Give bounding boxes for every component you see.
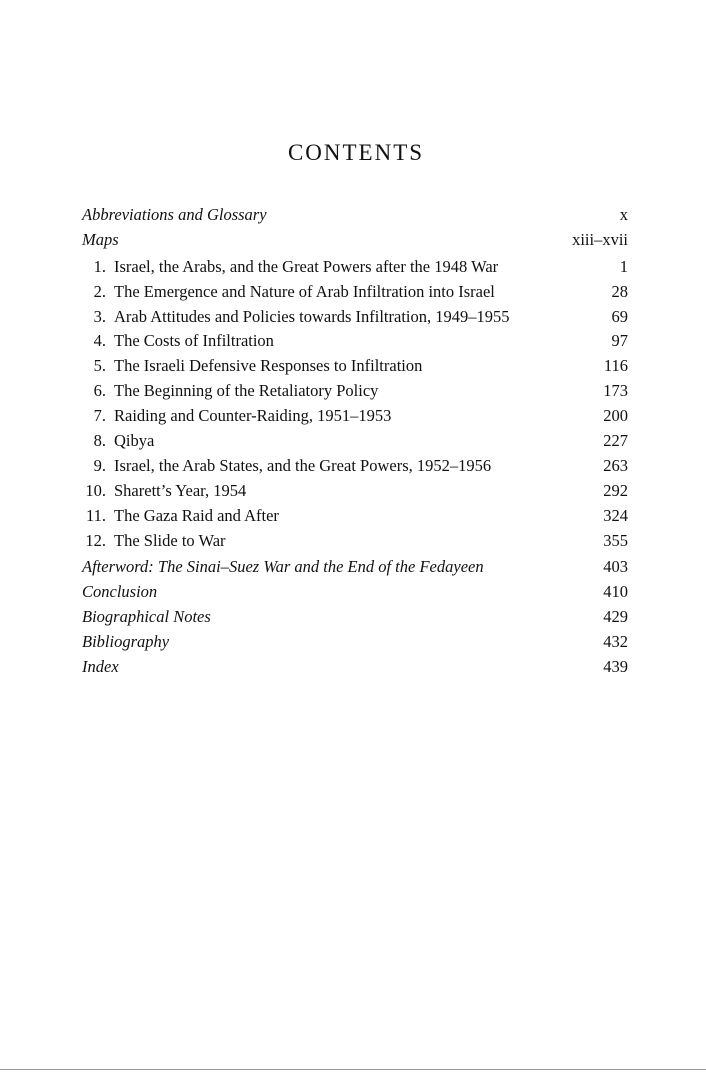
chapter-title: Israel, the Arab States, and the Great Powers, 1952–1956 <box>114 455 492 475</box>
toc-chapter-11 <box>82 504 628 529</box>
chapter-title: The Costs of Infiltration <box>114 331 274 351</box>
chapter-title: Israel, the Arabs, and the Great Powers after the 1948 War <box>114 256 499 276</box>
toc-chapter-1 <box>82 255 628 280</box>
toc-entry-label: Afterword: The Sinai–Suez War and the End of the Fedayeen <box>82 557 484 577</box>
toc-entry-bibliography <box>82 630 628 655</box>
chapter-number: 5. <box>93 356 106 376</box>
chapter-page: 116 <box>603 356 628 376</box>
chapter-page: 200 <box>603 406 628 426</box>
chapter-title: Qibya <box>114 431 155 451</box>
chapter-number: 8. <box>93 431 106 451</box>
chapter-number: 9. <box>93 455 106 475</box>
chapter-number: 2. <box>93 281 106 301</box>
toc-entry-biographical-notes <box>82 605 628 630</box>
toc-entry-page: 439 <box>603 657 628 677</box>
toc-chapter-8 <box>82 429 628 454</box>
toc-entry-label: Abbreviations and Glossary <box>82 205 267 224</box>
page-title: CONTENTS <box>287 140 425 165</box>
toc-entry-index <box>82 655 628 680</box>
toc-entry-page: 432 <box>603 632 628 652</box>
toc-entry-page: 410 <box>603 582 628 602</box>
chapter-title: The Gaza Raid and After <box>114 505 279 525</box>
toc-chapter-10 <box>82 479 628 504</box>
chapter-page: 227 <box>603 431 628 451</box>
table-of-contents <box>82 203 628 680</box>
toc-chapter-5 <box>82 354 628 379</box>
toc-entry-label: Index <box>82 657 119 677</box>
toc-chapter-2 <box>82 280 628 305</box>
chapter-number: 4. <box>93 331 106 351</box>
chapter-page: 324 <box>603 505 628 525</box>
chapter-number: 6. <box>93 381 106 401</box>
toc-chapter-6 <box>82 379 628 404</box>
toc-entry-maps <box>82 228 628 253</box>
toc-entry-label: Bibliography <box>82 632 170 652</box>
toc-entry-abbreviations <box>82 203 628 228</box>
chapter-title: Raiding and Counter-Raiding, 1951–1953 <box>114 406 392 426</box>
toc-chapter-3 <box>82 305 628 330</box>
chapter-page: 28 <box>611 281 628 301</box>
chapter-title: The Emergence and Nature of Arab Infiltration into Israel <box>114 281 495 301</box>
chapter-title: The Slide to War <box>114 530 226 550</box>
toc-entry-conclusion <box>82 580 628 605</box>
chapter-number: 7. <box>93 406 106 426</box>
chapter-page: 97 <box>611 331 628 351</box>
chapter-number: 11. <box>85 505 106 525</box>
toc-entry-page: 403 <box>603 557 628 577</box>
chapter-title: Arab Attitudes and Policies towards Infiltration, 1949–1955 <box>114 306 510 326</box>
chapter-page: 173 <box>603 381 628 401</box>
toc-entry-label: Biographical Notes <box>82 607 211 627</box>
toc-chapter-4 <box>82 329 628 354</box>
chapter-page: 292 <box>603 480 628 500</box>
toc-entry-page: xiii–xvii <box>572 229 628 249</box>
chapter-number: 1. <box>93 256 106 276</box>
toc-entry-page: 429 <box>603 607 628 627</box>
chapter-page: 1 <box>619 256 628 276</box>
chapter-page: 263 <box>603 455 628 475</box>
chapter-title: Sharett’s Year, 1954 <box>114 480 247 500</box>
toc-entry-label: Conclusion <box>82 582 158 602</box>
toc-chapter-9 <box>82 454 628 479</box>
chapter-title: The Israeli Defensive Responses to Infiltration <box>114 356 423 376</box>
toc-chapter-7 <box>82 404 628 429</box>
chapter-page: 355 <box>603 530 628 550</box>
page-bottom-divider <box>0 1069 706 1070</box>
toc-entry-label: Maps <box>82 229 119 249</box>
chapter-number: 10. <box>85 480 106 500</box>
toc-entry-page: x <box>619 205 628 224</box>
toc-chapter-12 <box>82 529 628 554</box>
chapter-page: 69 <box>611 306 628 326</box>
chapter-number: 12. <box>85 530 106 550</box>
chapter-title: The Beginning of the Retaliatory Policy <box>114 381 379 401</box>
chapter-number: 3. <box>93 306 106 326</box>
toc-entry-afterword <box>82 555 628 580</box>
